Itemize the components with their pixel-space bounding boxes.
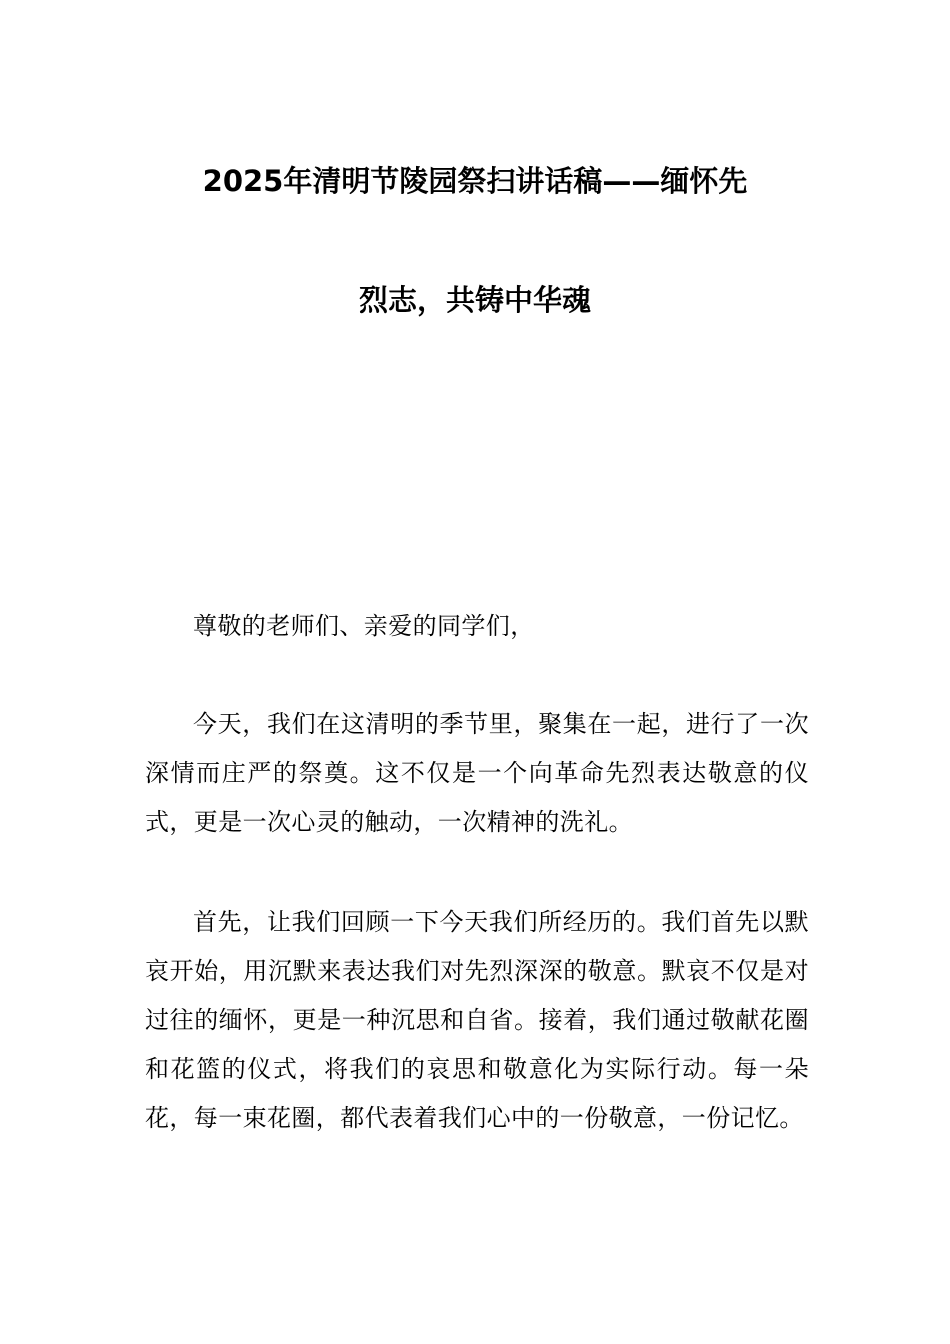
title-line-2: 烈志，共铸中华魂 [358, 283, 591, 317]
paragraph-greeting: 尊敬的老师们、亲爱的同学们， [193, 612, 535, 640]
paragraph-review: 首先，让我们回顾一下今天我们所经历的。我们首先以默哀开始，用沉默来表达我们对先烈深深的敬意。默哀不仅是对过往的缅怀，更是一种沉思和自省。接着，我们通过敬献花圈和花篮的仪式，将我们的哀思和敬意化为实际行动。每一朵花，每一束花圈，都代表着我们心中的一份敬意，一份记忆。 [145, 908, 809, 1132]
paragraph-opening: 今天，我们在这清明的季节里，聚集在一起，进行了一次深情而庄严的祭奠。这不仅是一个向革命先烈表达敬意的仪式，更是一次心灵的触动，一次精神的洗礼。 [145, 710, 809, 836]
title-line-1: 2025年清明节陵园祭扫讲话稿——缅怀先 [202, 164, 748, 198]
